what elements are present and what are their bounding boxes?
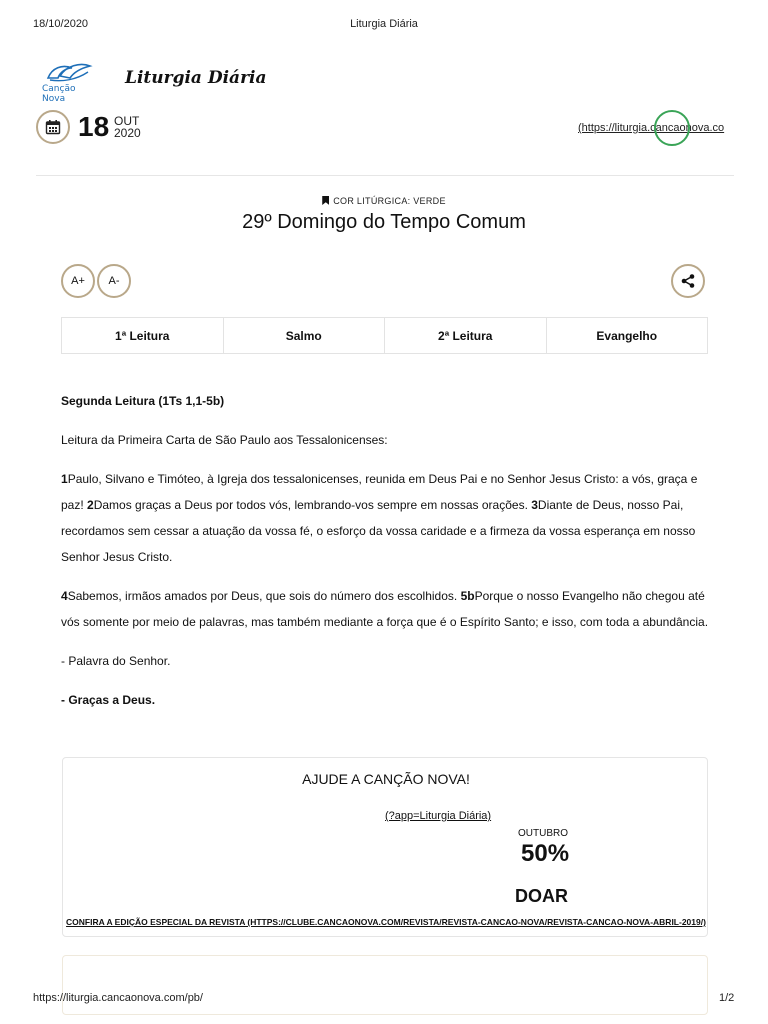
next-section-box — [62, 955, 708, 1015]
verse-number: 3 — [531, 498, 538, 512]
verse-number: 2 — [87, 498, 94, 512]
calendar-button[interactable] — [36, 110, 70, 144]
reading-tabs — [61, 317, 708, 354]
verse-text: Paulo, Silvano e Timóteo, à Igreja dos tessalonicenses, reunida em Deus Pai e no Senhor Jesus Cristo: a vós, graça e paz! — [61, 472, 698, 512]
verse-number: 1 — [61, 472, 68, 486]
tab-gospel[interactable]: Evangelho — [596, 328, 658, 343]
print-title: Liturgia Diária — [350, 18, 418, 30]
donate-button[interactable]: DOAR — [515, 886, 568, 906]
bookmark-icon — [322, 196, 329, 205]
verse-text: Sabemos, irmãos amados por Deus, que sois do número dos escolhidos. — [67, 589, 461, 603]
verse-number: 5b — [460, 589, 475, 603]
share-button[interactable] — [671, 264, 705, 298]
donate-box — [62, 757, 708, 937]
print-date: 18/10/2020 — [33, 18, 89, 30]
reading-intro: Leitura da Primeira Carta de São Paulo aos Tessalonicenses: — [61, 433, 388, 447]
logo-text: Canção Nova — [42, 84, 76, 104]
loading-ring[interactable] — [654, 110, 690, 146]
header-divider — [36, 175, 734, 176]
reading-paragraph-1 — [61, 466, 711, 570]
dove-hands-icon — [42, 60, 98, 84]
verse-number: 4 — [61, 589, 68, 603]
cancao-nova-logo[interactable] — [42, 60, 98, 104]
tab-first-reading[interactable]: 1ª Leitura — [62, 318, 224, 353]
date-selector — [36, 110, 236, 146]
magazine-link[interactable]: CONFIRA A EDIÇÃO ESPECIAL DA REVISTA (HTTPS://CLUBE.CANCAONOVA.COM/REVISTA/REVISTA-CANCAO-NOVA/REVISTA-CANCAO-NOVA-ABRIL-2019/) — [66, 917, 706, 927]
donate-percent: 50% — [521, 840, 570, 867]
print-footer-url: https://liturgia.cancaonova.com/pb/ — [33, 992, 203, 1004]
share-icon — [680, 273, 696, 289]
brand-header — [42, 60, 342, 104]
calendar-icon — [45, 119, 61, 135]
response-text: - Graças a Deus. — [61, 693, 156, 707]
reading-content — [61, 388, 711, 726]
font-increase-button[interactable]: A+ — [61, 264, 95, 298]
date-year: 2020 — [114, 126, 141, 140]
liturgic-color — [0, 196, 768, 206]
liturgia-url-link[interactable]: (https://liturgia.cancaonova.co — [578, 122, 725, 134]
tab-second-reading[interactable]: 2ª Leitura — [385, 318, 547, 353]
liturgic-color-label: COR LITÚRGICA: VERDE — [333, 196, 446, 206]
verse-text: Porque o nosso Evangelho não chegou até vós somente por meio de palavras, mas também mediante a força que é o Espírito Santo; e isso, com toda a abundância. — [61, 589, 709, 629]
reading-closing: - Palavra do Senhor. — [61, 654, 171, 668]
reading-title: Segunda Leitura (1Ts 1,1-5b) — [61, 394, 225, 408]
print-header — [0, 0, 768, 46]
font-decrease-button[interactable]: A- — [97, 264, 131, 298]
reading-paragraph-2 — [61, 583, 711, 635]
site-name[interactable]: Liturgia Diária — [125, 68, 267, 88]
date-month: OUT — [114, 114, 140, 128]
reading-response — [61, 687, 711, 713]
date-day: 18 — [78, 111, 110, 142]
page-title: 29º Domingo do Tempo Comum — [242, 211, 526, 233]
donate-month: OUTUBRO — [518, 828, 568, 839]
print-footer-page: 1/2 — [719, 992, 735, 1004]
verse-text: Damos graças a Deus por todos vós, lembrando-vos sempre em nossas orações. — [93, 498, 532, 512]
verse-text: Diante de Deus, nosso Pai, recordamos sem cessar a atuação da vossa fé, o esforço da vossa caridade e a firmeza da vossa esperança em nosso Senhor Jesus Cristo. — [61, 498, 696, 564]
tab-psalm[interactable]: Salmo — [224, 318, 386, 353]
donate-title: AJUDE A CANÇÃO NOVA! — [302, 771, 470, 787]
donate-app-link[interactable]: (?app=Liturgia Diária) — [385, 810, 492, 822]
